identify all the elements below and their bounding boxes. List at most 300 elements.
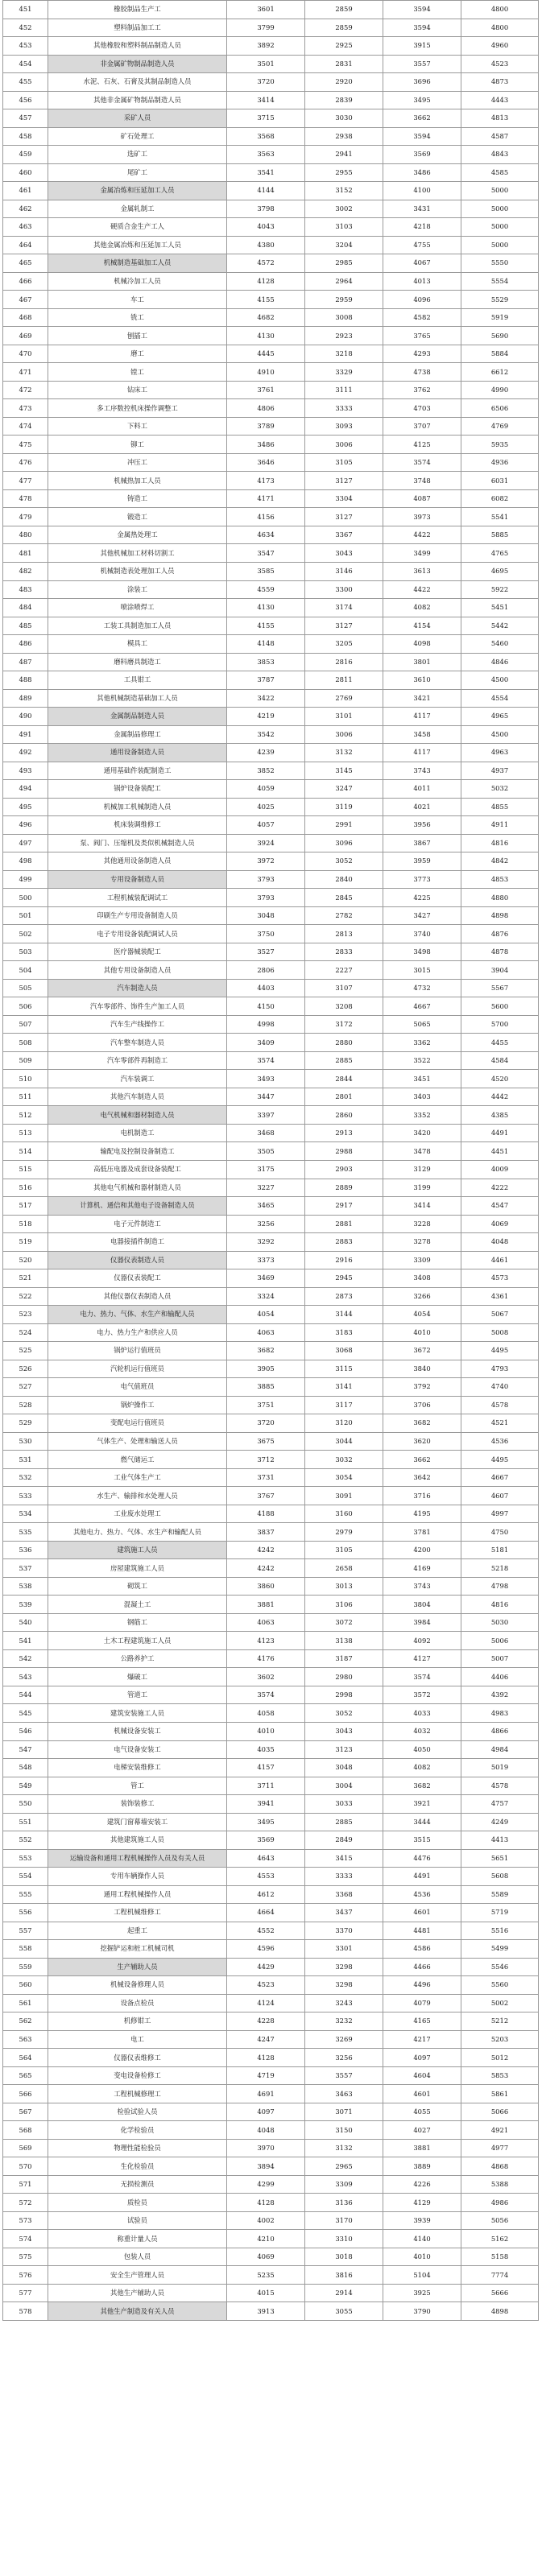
table-row [3, 1070, 539, 1088]
value-3: 4165 [383, 2013, 461, 2031]
value-4: 4873 [461, 73, 539, 92]
value-1: 3731 [227, 1468, 305, 1487]
occupation-title: 生产辅助人员 [48, 1958, 227, 1976]
value-3: 4225 [383, 889, 461, 907]
value-4: 4800 [461, 1, 539, 19]
value-1: 4128 [227, 272, 305, 291]
value-1: 3227 [227, 1179, 305, 1197]
occupation-title: 管工 [48, 1777, 227, 1795]
value-3: 3594 [383, 127, 461, 146]
occupation-title: 金属制品修理工 [48, 725, 227, 744]
table-row [3, 1704, 539, 1723]
table-row [3, 1051, 539, 1070]
value-3: 4125 [383, 436, 461, 454]
value-2: 3333 [305, 399, 383, 418]
value-2: 3096 [305, 834, 383, 852]
occupation-title: 电气设备安装工 [48, 1740, 227, 1759]
row-number: 544 [3, 1686, 48, 1704]
value-2: 3333 [305, 1868, 383, 1886]
value-3: 3792 [383, 1378, 461, 1397]
occupation-title: 机械设备安装工 [48, 1722, 227, 1740]
value-4: 5560 [461, 1976, 539, 1995]
value-1: 4157 [227, 1759, 305, 1777]
value-2: 2955 [305, 163, 383, 182]
value-3: 4010 [383, 2248, 461, 2266]
row-number: 561 [3, 1994, 48, 2013]
value-2: 3232 [305, 2013, 383, 2031]
value-4: 5516 [461, 1922, 539, 1940]
wage-table [2, 0, 539, 2321]
value-3: 3352 [383, 1106, 461, 1125]
value-3: 4067 [383, 254, 461, 273]
value-3: 4582 [383, 308, 461, 327]
value-1: 3675 [227, 1432, 305, 1451]
row-number: 573 [3, 2211, 48, 2230]
value-4: 4461 [461, 1251, 539, 1269]
value-2: 3068 [305, 1342, 383, 1360]
row-number: 536 [3, 1541, 48, 1559]
table-row [3, 2248, 539, 2266]
occupation-title: 模具工 [48, 635, 227, 654]
value-3: 3682 [383, 1777, 461, 1795]
value-3: 4466 [383, 1958, 461, 1976]
value-1: 3542 [227, 725, 305, 744]
row-number: 451 [3, 1, 48, 19]
table-row [3, 1124, 539, 1142]
value-1: 4130 [227, 327, 305, 345]
row-number: 459 [3, 146, 48, 164]
value-4: 4523 [461, 55, 539, 73]
table-row [3, 1849, 539, 1868]
table-row [3, 1342, 539, 1360]
value-4: 5002 [461, 1994, 539, 2013]
table-row [3, 508, 539, 526]
value-4: 5554 [461, 272, 539, 291]
table-row [3, 1015, 539, 1034]
row-number: 550 [3, 1795, 48, 1814]
value-1: 4035 [227, 1740, 305, 1759]
value-1: 4156 [227, 508, 305, 526]
value-2: 3117 [305, 1396, 383, 1414]
occupation-title: 变电设备检修工 [48, 2066, 227, 2085]
value-4: 4898 [461, 906, 539, 925]
value-2: 2985 [305, 254, 383, 273]
value-3: 3959 [383, 852, 461, 871]
value-3: 4218 [383, 218, 461, 237]
value-3: 4738 [383, 363, 461, 382]
value-1: 3563 [227, 146, 305, 164]
table-row [3, 1994, 539, 2013]
row-number: 503 [3, 943, 48, 961]
occupation-title: 专用设备制造人员 [48, 870, 227, 889]
value-1: 3568 [227, 127, 305, 146]
occupation-title: 水生产、输排和水处理人员 [48, 1487, 227, 1505]
value-2: 3043 [305, 544, 383, 563]
value-4: 4757 [461, 1795, 539, 1814]
value-3: 3804 [383, 1596, 461, 1614]
value-2: 3144 [305, 1306, 383, 1324]
value-2: 2913 [305, 1124, 383, 1142]
value-4: 4455 [461, 1034, 539, 1052]
table-row [3, 2121, 539, 2140]
table-row [3, 961, 539, 980]
value-3: 3486 [383, 163, 461, 182]
value-3: 3199 [383, 1179, 461, 1197]
value-4: 4536 [461, 1432, 539, 1451]
value-4: 4667 [461, 1468, 539, 1487]
table-row [3, 1632, 539, 1650]
value-2: 3183 [305, 1323, 383, 1342]
value-3: 4217 [383, 2030, 461, 2049]
value-1: 3541 [227, 163, 305, 182]
value-1: 3885 [227, 1378, 305, 1397]
value-2: 3208 [305, 997, 383, 1016]
value-1: 3720 [227, 73, 305, 92]
value-1: 4910 [227, 363, 305, 382]
table-row [3, 2139, 539, 2157]
occupation-title: 电机制造工 [48, 1124, 227, 1142]
value-1: 4058 [227, 1704, 305, 1723]
value-3: 4027 [383, 2121, 461, 2140]
value-1: 3892 [227, 37, 305, 56]
occupation-title: 其他通用设备制造人员 [48, 852, 227, 871]
table-row [3, 363, 539, 382]
row-number: 464 [3, 236, 48, 254]
value-4: 5451 [461, 599, 539, 617]
value-1: 3373 [227, 1251, 305, 1269]
value-4: 5546 [461, 1958, 539, 1976]
value-2: 3091 [305, 1487, 383, 1505]
row-number: 578 [3, 2302, 48, 2321]
row-number: 502 [3, 925, 48, 943]
row-number: 499 [3, 870, 48, 889]
value-4: 5181 [461, 1541, 539, 1559]
value-1: 3913 [227, 2302, 305, 2321]
table-row [3, 2085, 539, 2103]
value-4: 5690 [461, 327, 539, 345]
table-row [3, 834, 539, 852]
value-4: 5008 [461, 1323, 539, 1342]
value-4: 5922 [461, 580, 539, 599]
row-number: 471 [3, 363, 48, 382]
value-4: 4554 [461, 689, 539, 708]
value-4: 4500 [461, 725, 539, 744]
value-1: 4057 [227, 816, 305, 835]
value-4: 4842 [461, 852, 539, 871]
row-number: 534 [3, 1505, 48, 1523]
occupation-title: 装饰装修工 [48, 1795, 227, 1814]
value-3: 4293 [383, 345, 461, 363]
occupation-title: 多工序数控机床操作调整工 [48, 399, 227, 418]
value-2: 2801 [305, 1088, 383, 1106]
row-number: 490 [3, 708, 48, 726]
table-row [3, 1269, 539, 1288]
value-3: 4087 [383, 489, 461, 508]
table-row [3, 2157, 539, 2176]
value-2: 3105 [305, 1541, 383, 1559]
value-2: 3187 [305, 1649, 383, 1668]
value-3: 3515 [383, 1831, 461, 1850]
value-3: 3790 [383, 2302, 461, 2321]
value-3: 3458 [383, 725, 461, 744]
table-row [3, 762, 539, 780]
value-4: 4813 [461, 109, 539, 128]
value-1: 3569 [227, 1831, 305, 1850]
occupation-title: 工具钳工 [48, 671, 227, 690]
value-2: 3119 [305, 798, 383, 816]
table-row [3, 417, 539, 436]
value-1: 4043 [227, 218, 305, 237]
value-4: 5567 [461, 979, 539, 997]
value-4: 4990 [461, 381, 539, 399]
row-number: 545 [3, 1704, 48, 1723]
value-4: 5885 [461, 526, 539, 544]
row-number: 474 [3, 417, 48, 436]
row-number: 452 [3, 19, 48, 37]
value-1: 3793 [227, 870, 305, 889]
table-row [3, 1541, 539, 1559]
value-3: 3921 [383, 1795, 461, 1814]
row-number: 535 [3, 1523, 48, 1542]
table-row [3, 653, 539, 671]
value-1: 3972 [227, 852, 305, 871]
row-number: 542 [3, 1649, 48, 1668]
value-4: 4855 [461, 798, 539, 816]
row-number: 508 [3, 1034, 48, 1052]
value-2: 2889 [305, 1179, 383, 1197]
occupation-title: 土木工程建筑施工人员 [48, 1632, 227, 1650]
row-number: 527 [3, 1378, 48, 1397]
value-1: 3761 [227, 381, 305, 399]
value-4: 5218 [461, 1559, 539, 1578]
occupation-title: 电力、热力生产和供应人员 [48, 1323, 227, 1342]
value-4: 4547 [461, 1197, 539, 1216]
table-row [3, 1142, 539, 1161]
value-1: 4242 [227, 1541, 305, 1559]
value-1: 3852 [227, 762, 305, 780]
value-4: 4843 [461, 146, 539, 164]
value-2: 2959 [305, 291, 383, 309]
occupation-title: 其他专用设备制造人员 [48, 961, 227, 980]
value-3: 4601 [383, 2085, 461, 2103]
value-2: 3115 [305, 1360, 383, 1378]
table-row [3, 1795, 539, 1814]
value-3: 3129 [383, 1161, 461, 1179]
value-2: 3174 [305, 599, 383, 617]
value-2: 2885 [305, 1051, 383, 1070]
value-1: 3414 [227, 91, 305, 109]
value-1: 3585 [227, 562, 305, 580]
occupation-title: 其他机械制造基础加工人员 [48, 689, 227, 708]
table-row [3, 943, 539, 961]
value-4: 4800 [461, 19, 539, 37]
occupation-title: 试验员 [48, 2211, 227, 2230]
table-row [3, 1613, 539, 1632]
table-row [3, 2013, 539, 2031]
value-2: 3013 [305, 1577, 383, 1596]
value-1: 4097 [227, 2103, 305, 2121]
row-number: 456 [3, 91, 48, 109]
occupation-title: 医疗器械装配工 [48, 943, 227, 961]
table-row [3, 1922, 539, 1940]
value-4: 4578 [461, 1777, 539, 1795]
row-number: 498 [3, 852, 48, 871]
value-4: 7774 [461, 2266, 539, 2285]
value-3: 3707 [383, 417, 461, 436]
row-number: 494 [3, 780, 48, 799]
row-number: 514 [3, 1142, 48, 1161]
value-4: 4392 [461, 1686, 539, 1704]
row-number: 564 [3, 2049, 48, 2067]
row-number: 458 [3, 127, 48, 146]
value-1: 3422 [227, 689, 305, 708]
value-4: 4765 [461, 544, 539, 563]
value-4: 5388 [461, 2175, 539, 2194]
value-4: 4361 [461, 1287, 539, 1306]
occupation-title: 汽车整车制造人员 [48, 1034, 227, 1052]
table-row [3, 91, 539, 109]
value-1: 3486 [227, 436, 305, 454]
table-row [3, 1432, 539, 1451]
table-row [3, 1740, 539, 1759]
value-2: 2945 [305, 1269, 383, 1288]
value-1: 4242 [227, 1559, 305, 1578]
value-4: 5853 [461, 2066, 539, 2085]
value-1: 4239 [227, 744, 305, 762]
row-number: 477 [3, 472, 48, 490]
value-1: 3505 [227, 1142, 305, 1161]
value-2: 2917 [305, 1197, 383, 1216]
row-number: 552 [3, 1831, 48, 1850]
value-1: 3048 [227, 906, 305, 925]
value-4: 4963 [461, 744, 539, 762]
table-row [3, 200, 539, 218]
value-1: 3324 [227, 1287, 305, 1306]
value-3: 4491 [383, 1868, 461, 1886]
value-2: 2839 [305, 91, 383, 109]
value-1: 4124 [227, 1994, 305, 2013]
occupation-title: 工程机械维修工 [48, 1904, 227, 1922]
table-row [3, 2103, 539, 2121]
value-3: 3867 [383, 834, 461, 852]
row-number: 483 [3, 580, 48, 599]
occupation-title: 汽轮机运行值班员 [48, 1360, 227, 1378]
value-3: 4601 [383, 1904, 461, 1922]
value-1: 3547 [227, 544, 305, 563]
value-3: 3762 [383, 381, 461, 399]
row-number: 517 [3, 1197, 48, 1216]
row-number: 467 [3, 291, 48, 309]
value-4: 5032 [461, 780, 539, 799]
occupation-title: 变配电运行值班员 [48, 1414, 227, 1433]
value-1: 3853 [227, 653, 305, 671]
value-3: 3569 [383, 146, 461, 164]
row-number: 520 [3, 1251, 48, 1269]
row-number: 482 [3, 562, 48, 580]
value-3: 4536 [383, 1885, 461, 1904]
value-2: 2840 [305, 870, 383, 889]
row-number: 462 [3, 200, 48, 218]
value-3: 3662 [383, 109, 461, 128]
value-2: 2883 [305, 1233, 383, 1252]
row-number: 533 [3, 1487, 48, 1505]
occupation-title: 物理性能检验员 [48, 2139, 227, 2157]
value-1: 3447 [227, 1088, 305, 1106]
occupation-title: 其他非金属矿物制品制造人员 [48, 91, 227, 109]
value-4: 4585 [461, 163, 539, 182]
value-1: 3789 [227, 417, 305, 436]
value-3: 3266 [383, 1287, 461, 1306]
table-row [3, 671, 539, 690]
row-number: 523 [3, 1306, 48, 1324]
value-4: 5460 [461, 635, 539, 654]
row-number: 522 [3, 1287, 48, 1306]
value-4: 4451 [461, 1142, 539, 1161]
value-4: 5499 [461, 1940, 539, 1959]
value-4: 4048 [461, 1233, 539, 1252]
value-3: 3572 [383, 1686, 461, 1704]
value-2: 3370 [305, 1922, 383, 1940]
occupation-title: 机械设备修理人员 [48, 1976, 227, 1995]
value-1: 4069 [227, 2248, 305, 2266]
value-4: 4740 [461, 1378, 539, 1397]
value-4: 4960 [461, 37, 539, 56]
value-1: 4173 [227, 472, 305, 490]
value-4: 4406 [461, 1668, 539, 1686]
value-1: 3799 [227, 19, 305, 37]
row-number: 575 [3, 2248, 48, 2266]
occupation-title: 矿石处理工 [48, 127, 227, 146]
value-2: 3071 [305, 2103, 383, 2121]
value-1: 3905 [227, 1360, 305, 1378]
occupation-title: 工装工具制造加工人员 [48, 617, 227, 635]
value-3: 3773 [383, 870, 461, 889]
table-row [3, 1161, 539, 1179]
value-2: 2658 [305, 1559, 383, 1578]
value-1: 3860 [227, 1577, 305, 1596]
table-row [3, 472, 539, 490]
table-row [3, 1976, 539, 1995]
occupation-title: 喷涂喷焊工 [48, 599, 227, 617]
occupation-title: 工业气体生产工 [48, 1468, 227, 1487]
value-2: 3106 [305, 1596, 383, 1614]
value-2: 2860 [305, 1106, 383, 1125]
value-1: 4002 [227, 2211, 305, 2230]
occupation-title: 钢筋工 [48, 1613, 227, 1632]
occupation-title: 采矿人员 [48, 109, 227, 128]
row-number: 530 [3, 1432, 48, 1451]
value-1: 3750 [227, 925, 305, 943]
table-row [3, 1233, 539, 1252]
table-row [3, 453, 539, 472]
row-number: 548 [3, 1759, 48, 1777]
value-3: 4481 [383, 1922, 461, 1940]
value-1: 3720 [227, 1414, 305, 1433]
table-row [3, 2284, 539, 2302]
value-1: 4612 [227, 1885, 305, 1904]
value-3: 4100 [383, 182, 461, 200]
value-3: 4667 [383, 997, 461, 1016]
occupation-title: 房屋建筑施工人员 [48, 1559, 227, 1578]
value-2: 3367 [305, 526, 383, 544]
value-2: 3309 [305, 2175, 383, 2194]
value-4: 4898 [461, 2302, 539, 2321]
table-row [3, 1940, 539, 1959]
table-row [3, 2030, 539, 2049]
value-2: 2998 [305, 1686, 383, 1704]
value-1: 4403 [227, 979, 305, 997]
value-2: 2833 [305, 943, 383, 961]
